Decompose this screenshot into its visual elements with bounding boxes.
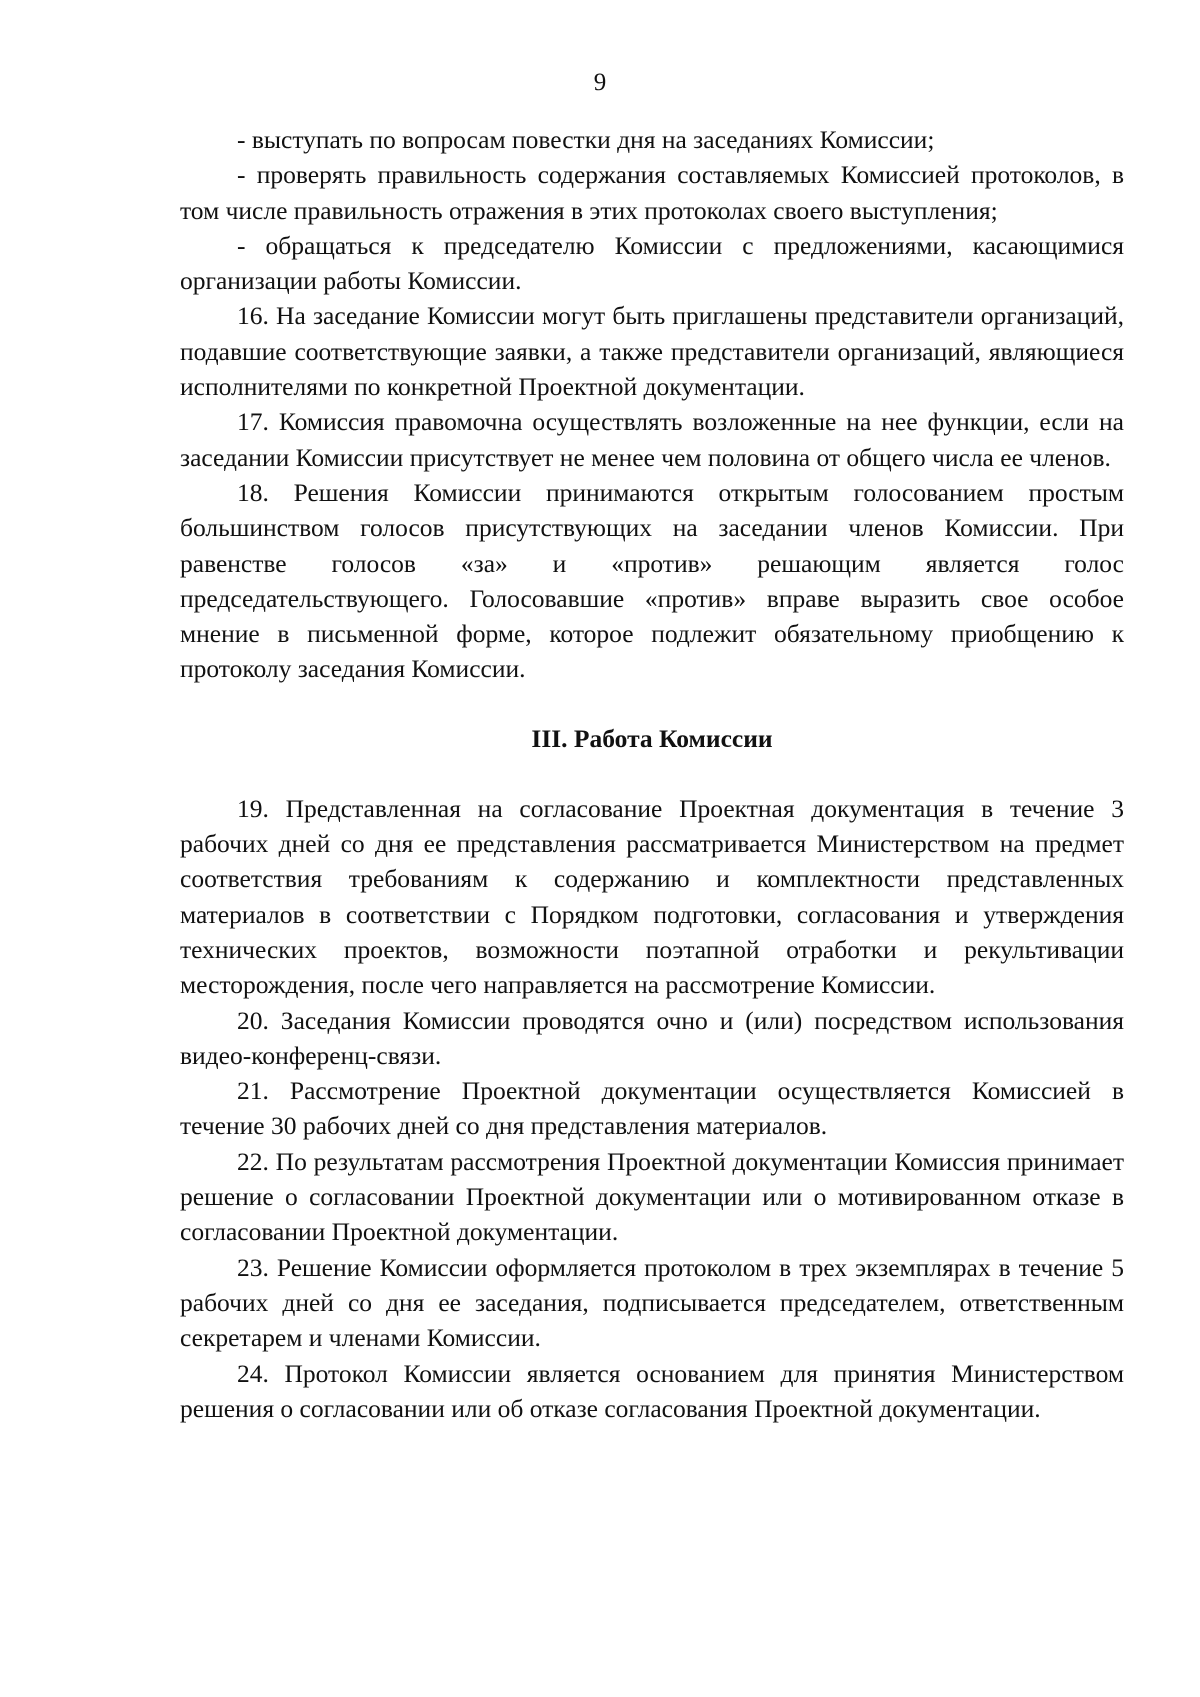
paragraph: 18. Решения Комиссии принимаются открытым голосованием простым большинством голосов присутствующих на заседании членов Комиссии. При равенстве голосов «за» и «против» решающим является голос председательствующего. Голосовавшие «против» вправе выразить свое особое мнение в письменной форме, которое подлежит обязательному приобщению к протоколу заседания Комиссии.	[180, 477, 1124, 684]
paragraph: 19. Представленная на согласование Проектная документация в течение 3 рабочих дней со дня ее представления рассматривается Министерством на предмет соответствия требованиям к содержанию и комплектности представленных материалов в соответствии с Порядком подготовки, согласования и утверждения технических проектов, возможности поэтапной отработки и рекультивации месторождения, после чего направляется на рассмотрение Комиссии.	[180, 793, 1124, 1000]
paragraph: 23. Решение Комиссии оформляется протоколом в трех экземплярах в течение 5 рабочих дней со дня ее заседания, подписывается председателем, ответственным секретарем и членами Комиссии.	[180, 1252, 1124, 1353]
section-heading: III. Работа Комиссии	[531, 723, 773, 753]
paragraph: 24. Протокол Комиссии является основанием для принятия Министерством решения о согласовании или об отказе согласования Проектной документации.	[180, 1358, 1124, 1423]
paragraph: 17. Комиссия правомочна осуществлять возложенные на нее функции, если на заседании Комиссии присутствует не менее чем половина от общего числа ее членов.	[180, 407, 1124, 472]
page-number: 9	[593, 69, 607, 96]
paragraph: 22. По результатам рассмотрения Проектной документации Комиссия принимает решение о согласовании Проектной документации или о мотивированном отказе в согласовании Проектной документации.	[180, 1146, 1124, 1247]
paragraph: - выступать по вопросам повестки дня на заседаниях Комиссии;	[237, 125, 935, 154]
paragraph: 16. На заседание Комиссии могут быть приглашены представители организаций, подавшие соответствующие заявки, а также представители организаций, являющиеся исполнителями по конкретной Проектной документации.	[180, 301, 1124, 402]
paragraph: 21. Рассмотрение Проектной документации осуществляется Комиссией в течение 30 рабочих дней со дня представления материалов.	[180, 1076, 1124, 1141]
paragraph: - обращаться к председателю Комиссии с предложениями, касающимися организации работы Комиссии.	[180, 230, 1124, 296]
paragraph: 20. Заседания Комиссии проводятся очно и (или) посредством использования видео-конференц-связи.	[180, 1005, 1124, 1070]
document-body	[180, 122, 1124, 1426]
paragraph: - проверять правильность содержания составляемых Комиссией протоколов, в том числе правильность отражения в этих протоколах своего выступления;	[180, 160, 1124, 225]
